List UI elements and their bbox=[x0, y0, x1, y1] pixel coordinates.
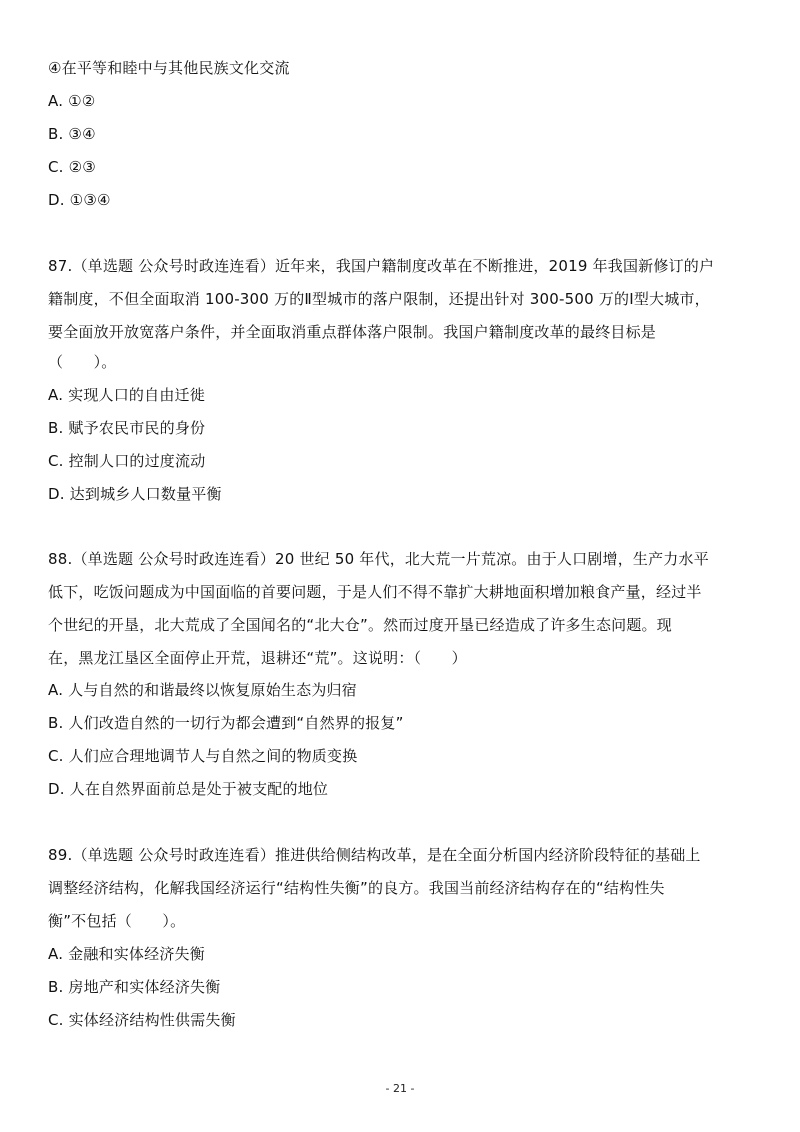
q88-option-b: B. 人们改造自然的一切行为都会遭到“自然界的报复” bbox=[48, 714, 404, 732]
prev-question-option-line: ④在平等和睦中与其他民族文化交流 bbox=[48, 59, 290, 77]
q89-option-b: B. 房地产和实体经济失衡 bbox=[48, 978, 221, 996]
q87-stem-line: 要全面放开放宽落户条件，并全面取消重点群体落户限制。我国户籍制度改革的最终目标是 bbox=[48, 323, 657, 341]
q89-option-a: A. 金融和实体经济失衡 bbox=[48, 945, 205, 963]
q88-option-d: D. 人在自然界面前总是处于被支配的地位 bbox=[48, 780, 329, 798]
q89-option-c: C. 实体经济结构性供需失衡 bbox=[48, 1011, 236, 1029]
q87-option-c: C. 控制人口的过度流动 bbox=[48, 452, 206, 470]
q87-option-b: B. 赋予农民市民的身份 bbox=[48, 419, 206, 437]
page-number: - 21 - bbox=[385, 1082, 415, 1095]
q87-option-d: D. 达到城乡人口数量平衡 bbox=[48, 485, 222, 503]
q88-option-c: C. 人们应合理地调节人与自然之间的物质变换 bbox=[48, 747, 358, 765]
q89-stem-line: 89.（单选题 公众号时政连连看）推进供给侧结构改革，是在全面分析国内经济阶段特征的基础上 bbox=[48, 846, 701, 864]
q88-stem-line: 在，黑龙江垦区全面停止开荒，退耕还“荒”。这说明：（ ） bbox=[48, 649, 467, 667]
prev-option-c: C. ②③ bbox=[48, 158, 96, 176]
q88-option-a: A. 人与自然的和谐最终以恢复原始生态为归宿 bbox=[48, 681, 357, 699]
prev-option-a: A. ①② bbox=[48, 92, 96, 110]
q88-stem-line: 88.（单选题 公众号时政连连看）20 世纪 50 年代，北大荒一片荒凉。由于人口剧增，生产力水平 bbox=[48, 550, 709, 568]
prev-option-d: D. ①③④ bbox=[48, 191, 111, 209]
prev-option-b: B. ③④ bbox=[48, 125, 96, 143]
q88-stem-line: 低下，吃饭问题成为中国面临的首要问题，于是人们不得不靠扩大耕地面积增加粮食产量，经过半 bbox=[48, 583, 702, 601]
q89-stem-line: 调整经济结构，化解我国经济运行“结构性失衡”的良方。我国当前经济结构存在的“结构性失 bbox=[48, 879, 665, 897]
q87-option-a: A. 实现人口的自由迁徙 bbox=[48, 386, 205, 404]
q89-stem-line: 衡”不包括（ ）。 bbox=[48, 912, 186, 930]
q87-stem-line: （ ）。 bbox=[48, 353, 117, 371]
q87-stem-line: 87.（单选题 公众号时政连连看）近年来，我国户籍制度改革在不断推进，2019 年我国新修订的户 bbox=[48, 257, 715, 275]
q87-stem-line: 籍制度，不但全面取消 100-300 万的Ⅱ型城市的落户限制，还提出针对 300-500 万的Ⅰ型大城市， bbox=[48, 290, 710, 308]
q88-stem-line: 个世纪的开垦，北大荒成了全国闻名的“北大仓”。然而过度开垦已经造成了许多生态问题。现 bbox=[48, 616, 672, 634]
